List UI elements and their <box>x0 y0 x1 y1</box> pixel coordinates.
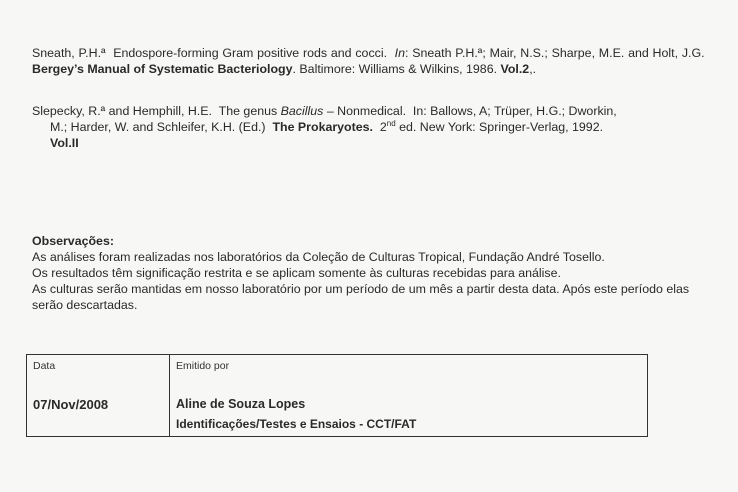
ref-continuation <box>32 119 708 151</box>
date-value: 07/Nov/2008 <box>33 397 109 412</box>
observation-line: As análises foram realizadas nos laboratórios da Coleção de Culturas Tropical, Fundação André Tosello. <box>32 250 605 264</box>
ref-book-title: The Prokaryotes. <box>272 120 373 134</box>
date-cell <box>27 355 170 437</box>
ref-title: Endospore-forming Gram positive rods and cocci. <box>113 46 388 60</box>
ref-title-suffix: – Nonmedical. <box>326 104 407 118</box>
date-label: Data <box>33 360 56 372</box>
observation-line: Os resultados têm significação restrita e se aplicam somente às culturas recebidas para análise. <box>32 266 561 280</box>
issue-stamp-table <box>26 354 648 437</box>
issuer-cell <box>170 355 648 437</box>
ref-in-label: In <box>394 46 405 60</box>
ref-volume: Vol.II <box>50 136 79 150</box>
observations-title: Observações: <box>32 234 114 248</box>
ref-tail: ,. <box>529 62 537 76</box>
ref-editors: M.; Harder, W. and Schleifer, K.H. (Ed.) <box>50 120 266 134</box>
ref-in-line: In: Ballows, A; Trüper, H.G.; Dworkin, <box>412 104 617 118</box>
ref-publisher: . Baltimore: Williams & Wilkins, 1986. <box>292 62 498 76</box>
ref-book-title: Bergey’s Manual of Systematic Bacteriology <box>32 62 293 76</box>
issuer-department: Identificações/Testes e Ensaios - CCT/FAT <box>176 417 417 431</box>
reference-slepecky <box>32 103 708 151</box>
observation-line: As culturas serão mantidas em nosso laboratório por um período de um mês a partir desta data. Após este período elas serão descartadas. <box>32 282 690 312</box>
ref-publisher: ed. New York: Springer-Verlag, 1992. <box>399 120 604 134</box>
ref-authors: Sneath, P.H.ª <box>32 46 106 60</box>
ref-authors: Slepecky, R.ª and Hemphill, H.E. <box>32 104 212 118</box>
reference-sneath <box>32 45 708 77</box>
ref-edition: 2nd <box>379 118 396 134</box>
issuer-name: Aline de Souza Lopes <box>176 397 306 411</box>
ref-volume: Vol.2 <box>500 62 530 76</box>
observations-section <box>32 233 708 313</box>
ref-in-authors: : Sneath P.H.ª; Mair, N.S.; Sharpe, M.E. and Holt, J.G. <box>404 46 705 60</box>
ref-title-prefix: The genus <box>218 104 278 118</box>
ref-genus: Bacillus <box>280 104 324 118</box>
issued-by-label: Emitido por <box>176 360 230 372</box>
